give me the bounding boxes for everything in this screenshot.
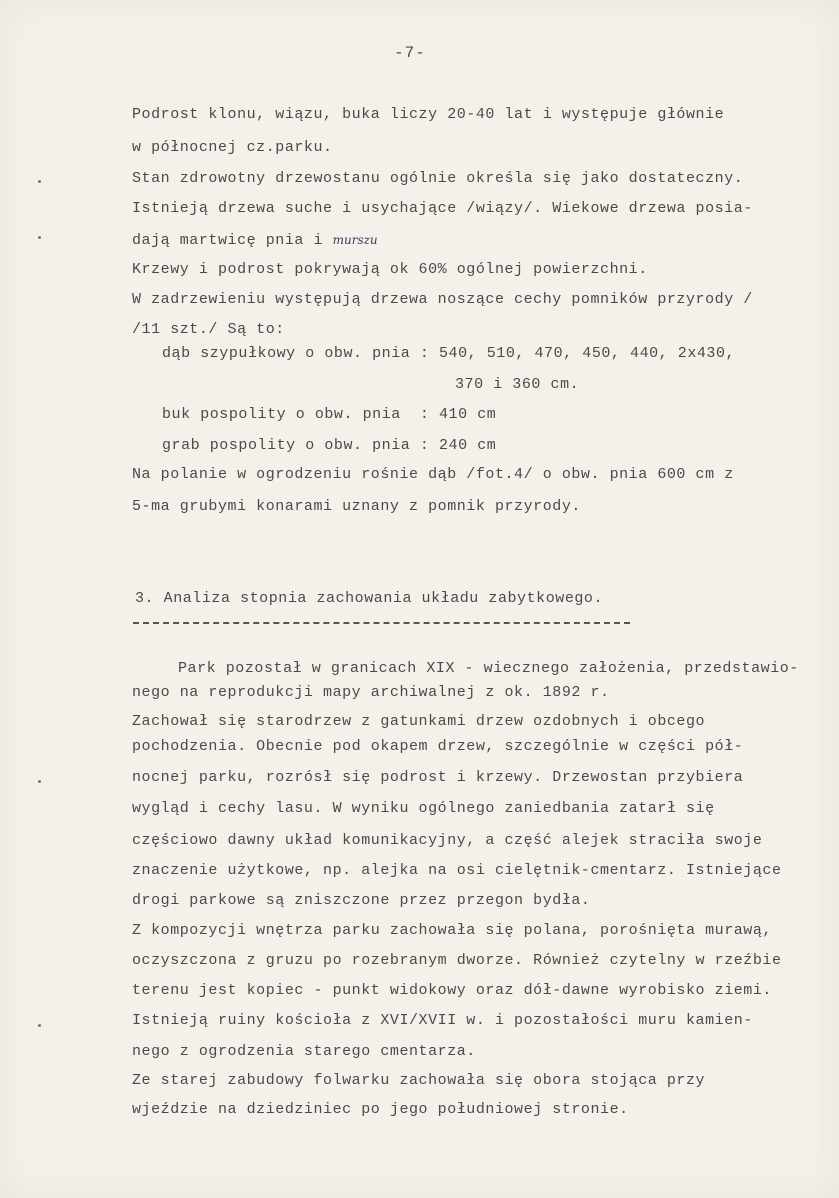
text-line: W zadrzewieniu występują drzewa noszące cechy pomników przyrody /: [132, 291, 753, 308]
text-line-content: dają martwicę pnia i: [132, 232, 324, 249]
text-line: /11 szt./ Są to:: [132, 321, 285, 338]
text-line: Podrost klonu, wiązu, buka liczy 20-40 lat i występuje głównie: [132, 106, 725, 123]
text-line: Istnieją ruiny kościoła z XVI/XVII w. i pozostałości muru kamien-: [132, 1012, 753, 1029]
text-line: Na polanie w ogrodzeniu rośnie dąb /fot.4/ o obw. pnia 600 cm z: [132, 466, 734, 483]
text-line: Zachował się starodrzew z gatunkami drzew ozdobnych i obcego: [132, 713, 706, 730]
text-line: nego z ogrodzenia starego cmentarza.: [132, 1043, 476, 1060]
text-line: wygląd i cechy lasu. W wyniku ogólnego zaniedbania zatarł się: [132, 800, 715, 817]
text-line: pochodzenia. Obecnie pod okapem drzew, szczególnie w części pół-: [132, 738, 744, 755]
margin-mark: [38, 180, 41, 183]
margin-mark: [38, 1024, 41, 1027]
text-line: częściowo dawny układ komunikacyjny, a część alejek straciła swoje: [132, 832, 763, 849]
text-line: 5-ma grubymi konarami uznany z pomnik przyrody.: [132, 498, 581, 515]
margin-mark: [38, 780, 41, 783]
text-line: w północnej cz.parku.: [132, 139, 333, 156]
text-line: Park pozostał w granicach XIX - wiecznego założenia, przedstawio-: [178, 660, 799, 677]
text-line: wjeździe na dziedziniec po jego południowej stronie.: [132, 1101, 629, 1118]
text-line: nego na reprodukcji mapy archiwalnej z ok. 1892 r.: [132, 684, 610, 701]
heading-underline: [133, 622, 630, 624]
tree-list-item: buk pospolity o obw. pnia : 410 cm: [162, 406, 497, 423]
page-number: -7-: [394, 44, 426, 62]
text-line: Ze starej zabudowy folwarku zachowała się obora stojąca przy: [132, 1072, 706, 1089]
text-line: drogi parkowe są zniszczone przez przegon bydła.: [132, 892, 591, 909]
tree-list-item: dąb szypułkowy o obw. pnia : 540, 510, 470, 450, 440, 2x430,: [162, 345, 736, 362]
text-line: Istnieją drzewa suche i usychające /wiązy/. Wiekowe drzewa posia-: [132, 200, 753, 217]
handwritten-note: murszu: [332, 233, 378, 247]
text-line: Z kompozycji wnętrza parku zachowała się polana, porośnięta murawą,: [132, 922, 772, 939]
text-line: nocnej parku, rozrósł się podrost i krzewy. Drzewostan przybiera: [132, 769, 744, 786]
text-line: oczyszczona z gruzu po rozebranym dworze. Również czytelny w rzeźbie: [132, 952, 782, 969]
text-line: Krzewy i podrost pokrywają ok 60% ogólnej powierzchni.: [132, 261, 648, 278]
text-line: znaczenie użytkowe, np. alejka na osi cielętnik-cmentarz. Istniejące: [132, 862, 782, 879]
text-line: [132, 231, 378, 250]
tree-list-item: grab pospolity o obw. pnia : 240 cm: [162, 437, 497, 454]
text-line: Stan zdrowotny drzewostanu ogólnie określa się jako dostateczny.: [132, 170, 744, 187]
margin-mark: [38, 236, 41, 239]
section-heading: 3. Analiza stopnia zachowania układu zabytkowego.: [135, 590, 604, 607]
text-line: terenu jest kopiec - punkt widokowy oraz dół-dawne wyrobisko ziemi.: [132, 982, 772, 999]
tree-list-item: 370 i 360 cm.: [455, 376, 580, 393]
